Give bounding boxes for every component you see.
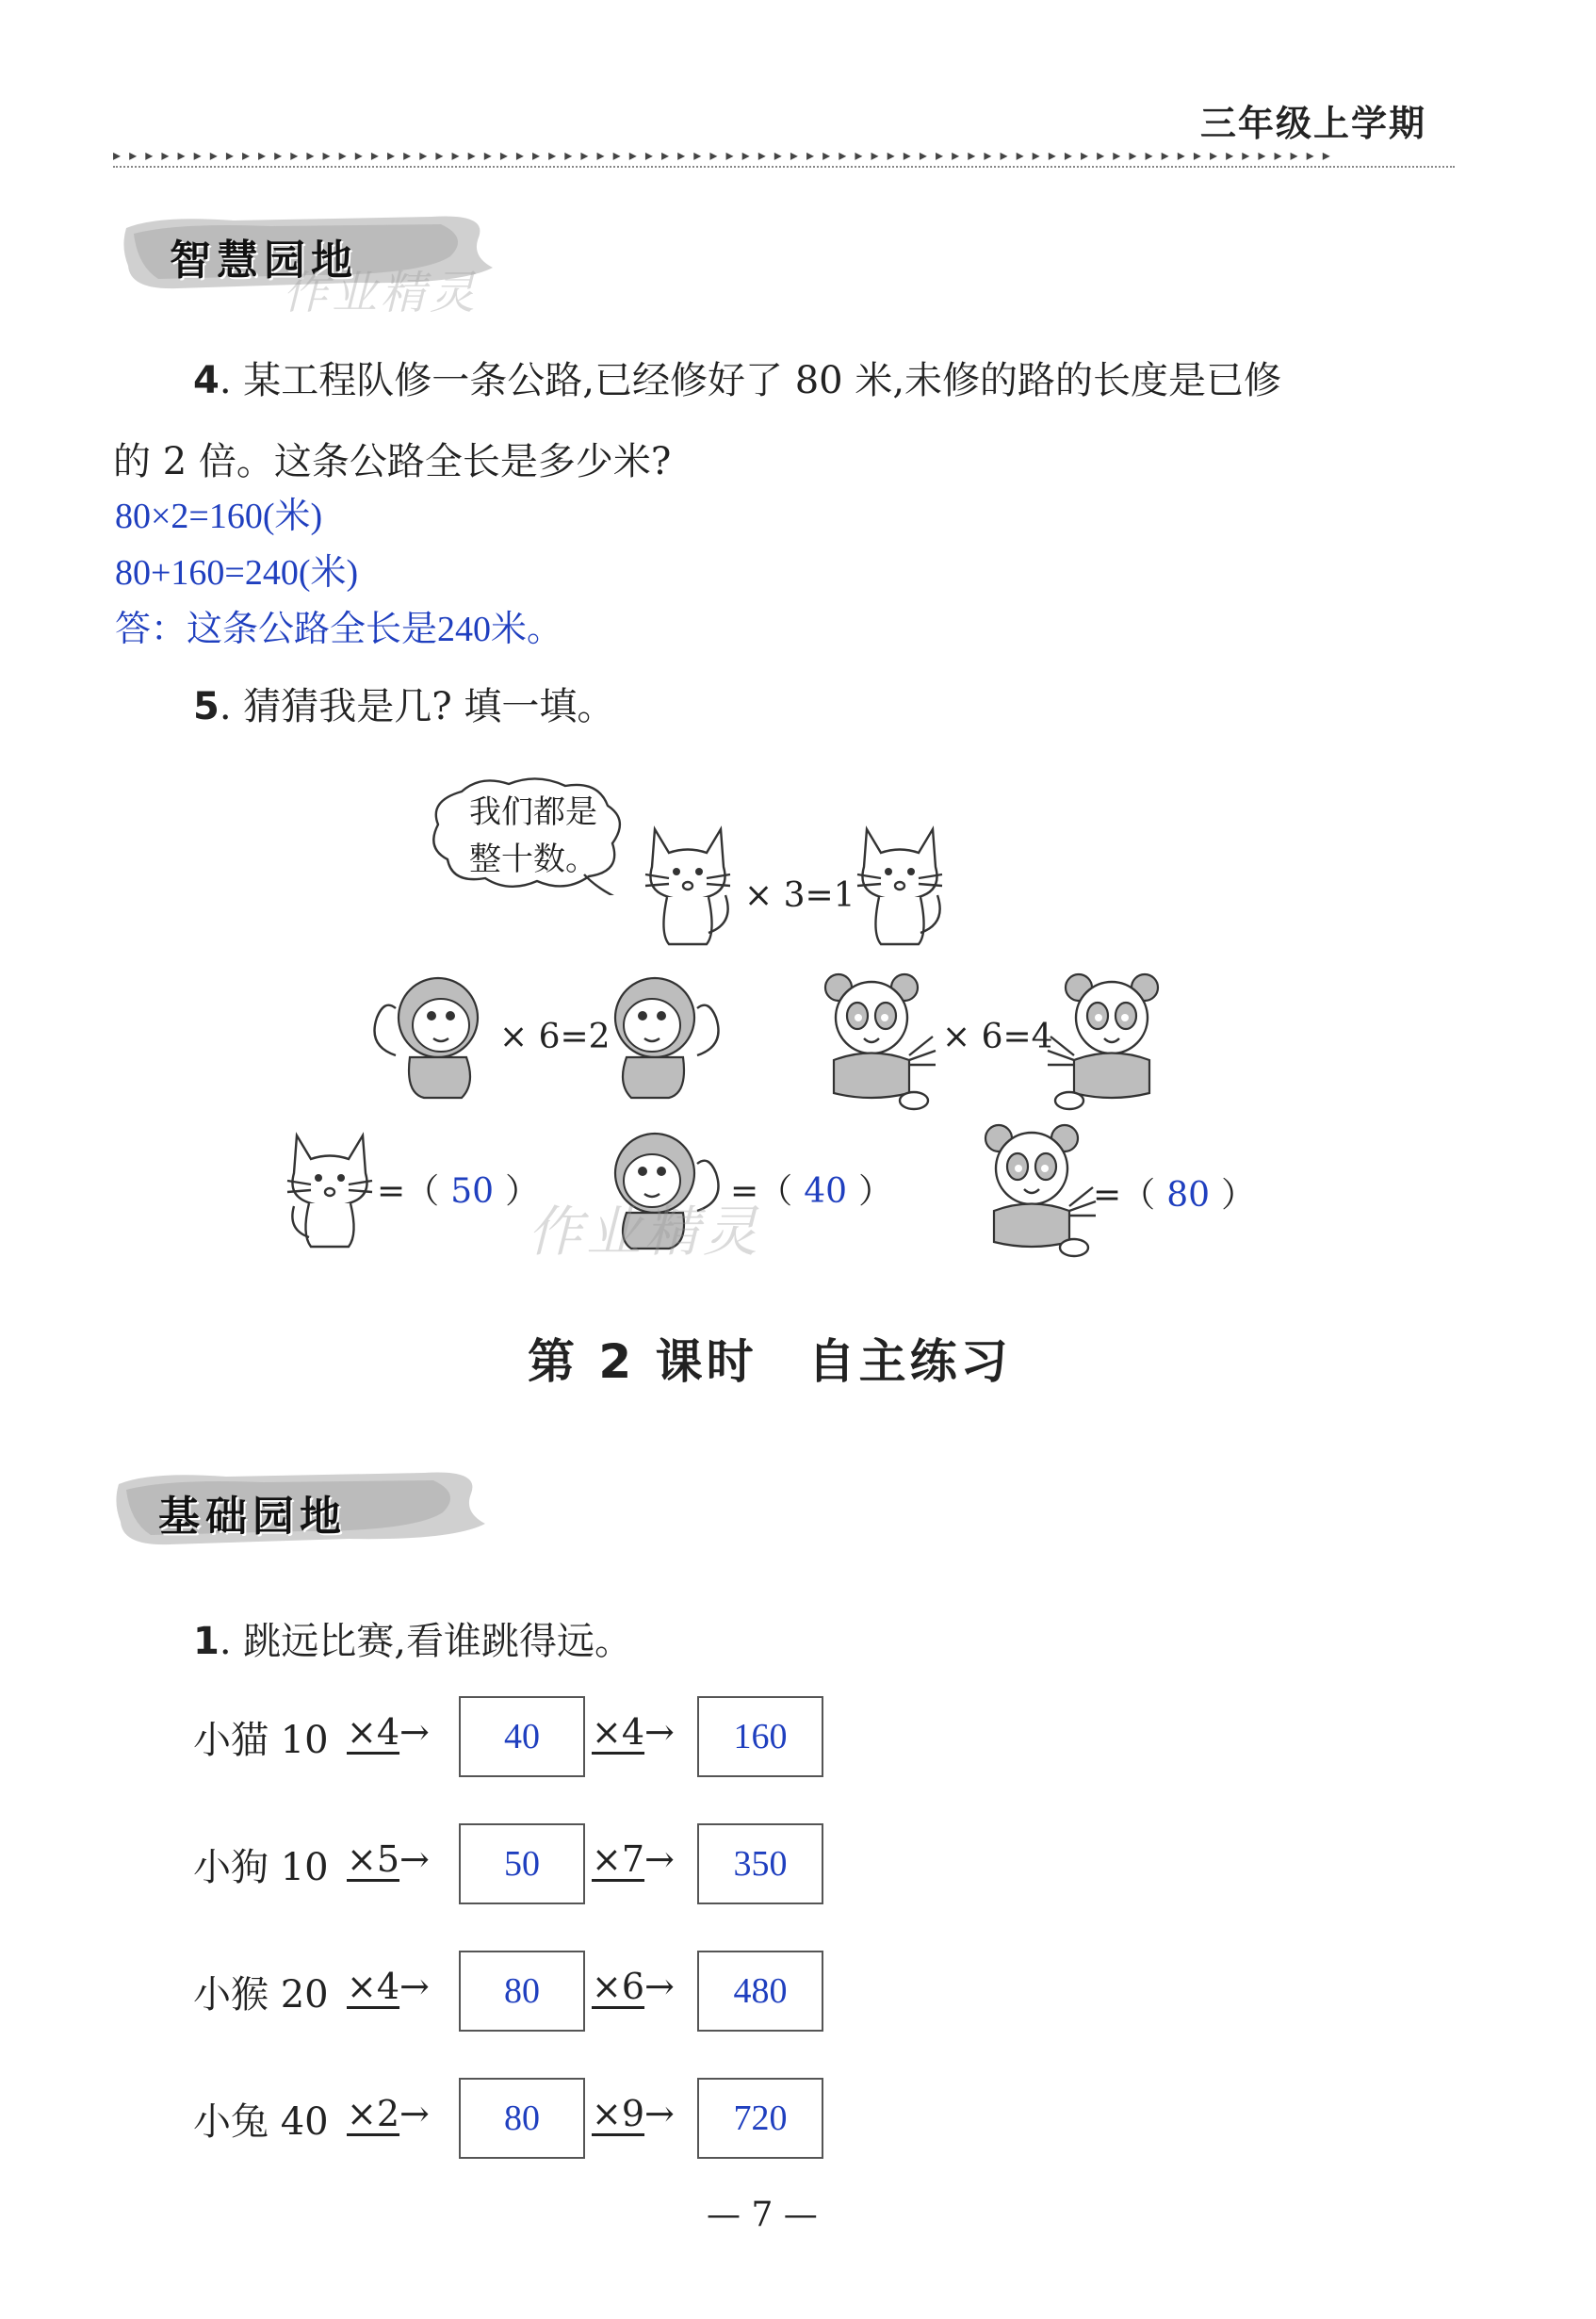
- q1-line: [193, 1611, 632, 1665]
- panda-icon: [815, 971, 937, 1112]
- cat-icon: [641, 820, 735, 952]
- row-op1: ×4→: [347, 1966, 430, 2007]
- answer-box: 50: [459, 1823, 585, 1904]
- result-panda-value: 80: [1166, 1176, 1211, 1215]
- result-monkey-suffix: ）: [858, 1172, 893, 1211]
- header-arrow-rule: ▸ ▸ ▸ ▸ ▸ ▸ ▸ ▸ ▸ ▸ ▸ ▸ ▸ ▸ ▸ ▸ ▸ ▸ ▸ ▸ ▸ ▸ ▸ ▸ ▸ ▸ ▸ ▸ ▸ ▸ ▸ ▸ ▸ ▸ ▸ ▸ ▸ ▸ ▸ ▸ ▸ ▸ ▸ ▸ ▸ ▸ ▸ ▸ ▸ ▸ ▸ ▸ ▸ ▸ ▸ ▸ ▸ ▸ ▸ ▸ ▸ ▸ ▸ ▸ ▸ ▸ ▸ ▸ ▸ ▸ ▸ ▸ ▸ ▸ ▸ ▸: [113, 149, 1332, 162]
- panda-icon: [1046, 971, 1168, 1112]
- q4-line1: [193, 351, 1281, 404]
- q4-text-line2: 的 2 倍。这条公路全长是多少米?: [113, 440, 672, 483]
- panda-icon: [975, 1121, 1098, 1258]
- row-label: 小狗 10: [193, 1846, 329, 1889]
- row-op2: ×9→: [592, 2093, 675, 2134]
- answer-box: 480: [697, 1951, 823, 2032]
- result-cat-prefix: =（: [377, 1172, 440, 1211]
- row-op2: ×6→: [592, 1966, 675, 2007]
- eq-panda: × 6=4: [942, 1018, 1053, 1056]
- q1-number: 1: [193, 1620, 220, 1663]
- q5-line: [193, 677, 614, 730]
- lesson-title: 第 2 课时 自主练习: [528, 1334, 1012, 1389]
- q4-answer-line2: 80+160=240(米): [115, 553, 359, 593]
- q5-number: 5: [193, 685, 220, 728]
- result-panda-prefix: =（: [1093, 1176, 1156, 1215]
- answer-box: 80: [459, 1951, 585, 2032]
- q4-answer-line1: 80×2=160(米): [115, 497, 323, 536]
- header-dotted-rule: [113, 166, 1455, 168]
- result-monkey-value: 40: [804, 1172, 848, 1211]
- monkey-icon: [367, 971, 490, 1102]
- section-title-basic: 基础园地: [158, 1493, 347, 1541]
- answer-box: 160: [697, 1696, 823, 1777]
- speech-line2: 整十数。: [469, 841, 597, 878]
- monkey-icon: [603, 971, 725, 1102]
- answer-box: 40: [459, 1696, 585, 1777]
- result-cat: [377, 1165, 539, 1213]
- eq-monkey: × 6=2: [499, 1018, 611, 1056]
- row-op2: ×7→: [592, 1838, 675, 1880]
- q4-answer-line3: 答：这条公路全长是240米。: [115, 610, 563, 649]
- result-monkey-prefix: =（: [730, 1172, 793, 1211]
- speech-line1: 我们都是: [469, 793, 597, 831]
- watermark-text: 作业精灵: [283, 267, 480, 319]
- row-op2: ×4→: [592, 1711, 675, 1753]
- q4-number: 4: [193, 359, 220, 402]
- answer-box: 350: [697, 1823, 823, 1904]
- row-label: 小猫 10: [193, 1719, 329, 1762]
- result-panda: [1093, 1168, 1255, 1217]
- page-number: — 7 —: [707, 2196, 818, 2234]
- q4-text-line1: . 某工程队修一条公路,已经修好了 80 米,未修的路的长度是已修: [219, 359, 1282, 402]
- result-cat-suffix: ）: [505, 1172, 540, 1211]
- section-banner-basic: [113, 1465, 490, 1550]
- header-title: 三年级上学期: [1199, 102, 1426, 144]
- row-label: 小兔 40: [193, 2100, 329, 2144]
- result-cat-value: 50: [450, 1172, 495, 1211]
- watermark-text: 作业精灵: [528, 1200, 762, 1264]
- eq-cat: × 3=1: [744, 876, 855, 915]
- cat-icon: [283, 1126, 377, 1253]
- cat-icon: [853, 820, 947, 952]
- row-op1: ×4→: [347, 1711, 430, 1753]
- row-op1: ×5→: [347, 1838, 430, 1880]
- q5-text: . 猜猜我是几? 填一填。: [219, 685, 615, 728]
- row-op1: ×2→: [347, 2093, 430, 2134]
- answer-box: 720: [697, 2078, 823, 2159]
- row-label: 小猴 20: [193, 1973, 329, 2017]
- answer-box: 80: [459, 2078, 585, 2159]
- result-panda-suffix: ）: [1221, 1176, 1256, 1215]
- section-title-wisdom: 智慧园地: [170, 237, 358, 285]
- q1-text: . 跳远比赛,看谁跳得远。: [219, 1620, 632, 1663]
